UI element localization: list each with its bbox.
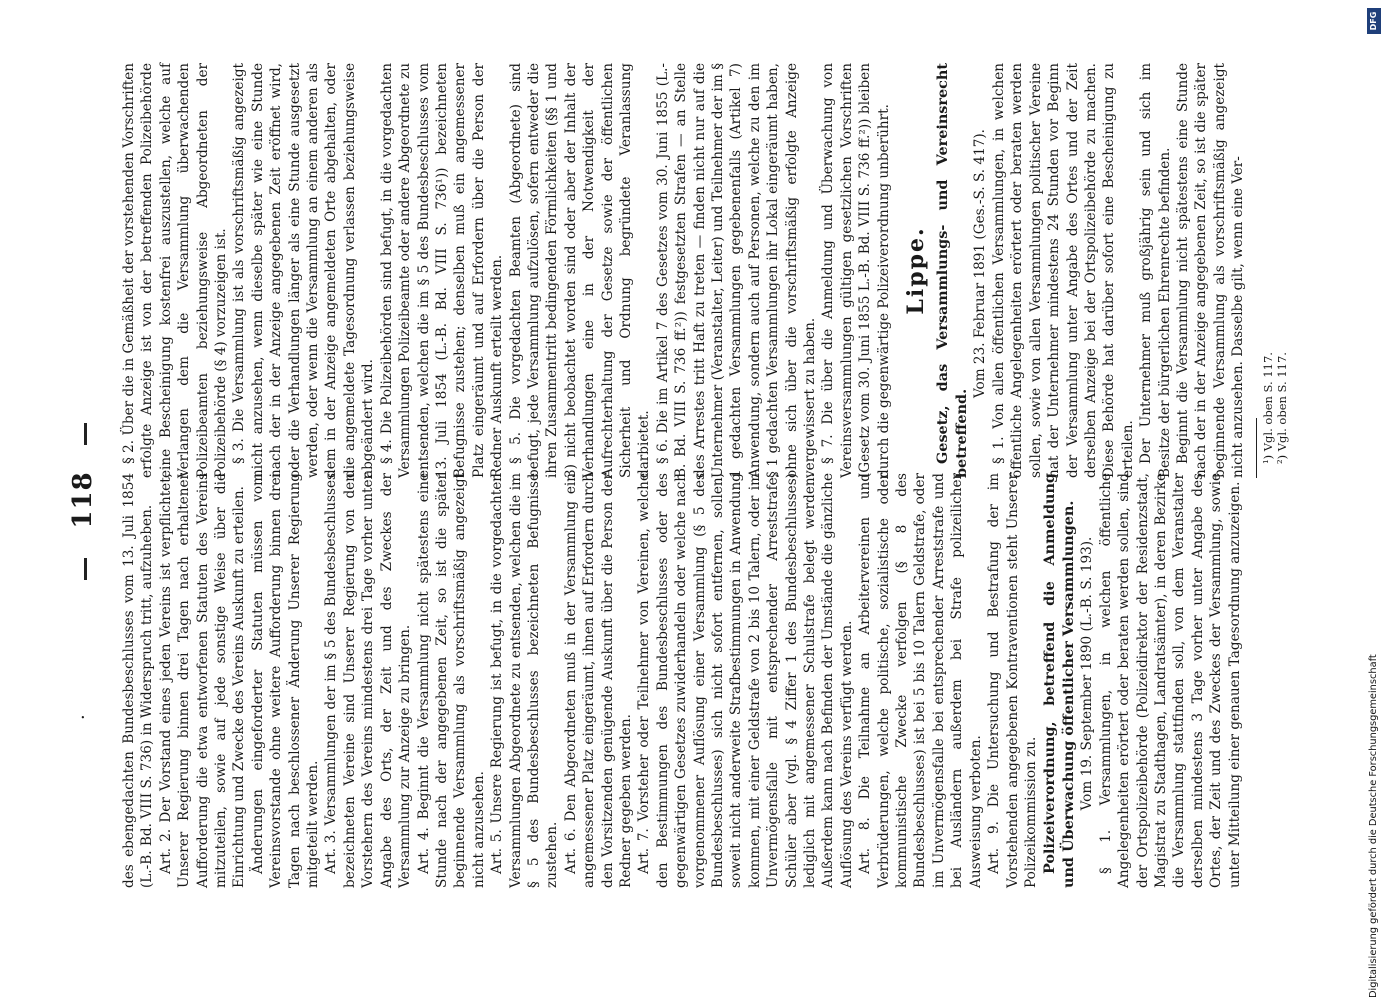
paragraph: § 6. Die im Artikel 7 des Gesetzes vom 30. Juni 1855 (L.-B. Bd. VIII S. 736 ff.²)) festgesetzten Strafen — an Stelle des Arrestes tritt Haft zu treten — finden nicht nur auf die Unternehmer (Veranstalter, Leiter) und Teilnehmer der im § 1 gedachten Versammlungen gegebenenfalls (Artikel 7) Anwendung, sondern auch auf Personen, welche zu den im § 1 gedachten Versammlungen ihr Lokal eingeräumt haben, ohne sich über die vorschriftsmäßig erfolgte Anzeige vergewissert zu haben. xyxy=(654,63,819,478)
funding-note-text: Digitalisierung gefördert durch die Deutsche Forschungsgemeinschaft xyxy=(1368,654,1379,998)
paragraph: § 7. Die über die Anmeldung und Überwachung von Vereinsversammlungen gültigen gesetzlichen Vorschriften (Gesetz vom 30. Juni 1855 L.-B. Bd. VIII S. 736 ff.²)) bleiben durch die gegenwärtige Polizeiverordnung unberührt. xyxy=(820,63,892,478)
footnote: ²) Vgl. oben S. 117. xyxy=(1274,352,1289,464)
paragraph: Der Unternehmer muß großjährig sein und sich im Besitze der bürgerlichen Ehrenrechte befinden. xyxy=(1138,63,1173,478)
paragraph: Art. 4. Beginnt die Versammlung nicht spätestens eine Stunde nach der angegebenen Zeit, so ist die später beginnende Versammlung als vorschriftsmäßig angezeigt nicht anzusehen. xyxy=(415,473,487,888)
paragraph: § 1. Versammlungen, in welchen öffentliche Angelegenheiten erörtert oder beraten werden sollen, sind der Ortspolizeibehörde (Polizeidirektor der Residenzstadt, Magistrat zu Stadthagen, Landratsämter), in deren Bezirke die Versammlung stattfinden soll, von dem Veranstalter derselben mindestens 3 Tage vorher unter Angabe des Ortes, der Zeit und des Zweckes der Versammlung, sowie unter Mitteilung einer genauen Tagesordnung anzuzeigen. xyxy=(1097,473,1243,888)
section-heading: Polizeiverordnung, betreffend die Anmeldung und Überwachung öffentlicher Versammlungen. xyxy=(1041,473,1078,888)
footnote: ¹) Vgl. oben S. 117. xyxy=(1260,352,1275,464)
paragraph: Art. 8. Die Teilnahme an Arbeitervereinen und Verbrüderungen, welche politische, sozialistische oder kommunistische Zwecke verfolgen (§ 8 des Bundesbeschlusses) ist bei 5 bis 10 Talern Geldstrafe, oder im Unvermögensfalle bei entsprechender Arreststrafe und bei Ausländern außerdem bei Strafe polizeilicher Ausweisung verboten. xyxy=(857,473,984,888)
paragraph: § 5. Die vorgedachten Beamten (Abgeordnete) sind befugt, jede Versammlung aufzulösen, sofern entweder die ihren Zusammentritt bedingenden Förmlichkeiten (§§ 1 und 3) nicht beobachtet worden sind oder aber der Inhalt der Verhandlungen eine in der Notwendigkeit der Aufrechterhaltung der Gesetze sowie der öffentlichen Sicherheit und Ordnung begründete Veranlassung darbietet. xyxy=(507,63,653,478)
section-heading: Gesetz, das Versammlungs- und Vereinsrecht betreffend. xyxy=(934,63,971,478)
header-dash-right xyxy=(84,423,87,445)
section-date: Vom 19. September 1890 (L.-B. S. 193). xyxy=(1079,536,1096,811)
paragraph: Art. 6. Den Abgeordneten muß in der Versammlung ein angemessener Platz eingeräumt, ihnen auf Erfordern durch den Vorsitzenden genügende Auskunft über die Person der Redner gegeben werden. xyxy=(562,473,634,888)
paragraph: § 1. Von allen öffentlichen Versammlungen, in welchen öffentliche Angelegenheiten erörtert oder beraten werden sollen, sowie von allen Versammlungen politischer Vereine hat der Unternehmer mindestens 24 Stunden vor Beginn der Versammlung unter Angabe des Ortes und der Zeit derselben Anzeige bei der Ortspolizeibehörde zu machen. Diese Behörde hat darüber sofort eine Bescheinigung zu erteilen. xyxy=(990,63,1136,478)
dfg-logo xyxy=(1367,8,1381,34)
paragraph: Art. 3. Versammlungen der im § 5 des Bundesbeschlusses bezeichneten Vereine sind Unserer Regierung von den Vorstehern des Vereins mindestens drei Tage vorher unter Angabe des Orts, der Zeit und des Zweckes der Versammlung zur Anzeige zu bringen. xyxy=(323,473,414,888)
paragraph: Art. 7. Vorsteher oder Teilnehmer von Vereinen, welche den Bestimmungen des Bundesbeschlusses oder des gegenwärtigen Gesetzes zuwiderhandeln oder welche nach vorgenommener Auflösung einer Versammlung (§ 5 des Bundesbeschlusses) sich nicht sofort entfernen, sollen, soweit nicht anderweite Strafbestimmungen in Anwendung kommen, mit einer Geldstrafe von 2 bis 10 Talern, oder im Unvermögensfalle mit entsprechender Arreststrafe, Schüler aber (vgl. § 4 Ziffer 1 des Bundesbeschlusses) lediglich mit angemessener Schulstrafe belegt werden. Außerdem kann nach Befinden der Umstände die gänzliche Auflösung des Vereins verfügt werden. xyxy=(636,473,855,888)
paragraph: Art. 2. Der Vorstand eines jeden Vereins ist verpflichtet, Unserer Regierung binnen drei Tagen nach erhaltener Aufforderung die etwa entworfenen Statuten des Vereins mitzuteilen, sowie auf jede sonstige Weise über die Einrichtung und Zwecke des Vereins Auskunft zu erteilen. xyxy=(157,473,248,888)
header-dash-left xyxy=(84,558,87,580)
paragraph: § 3. Die Versammlung ist als vorschriftsmäßig angezeigt nicht anzusehen, wenn dieselbe später wie eine Stunde nach der in der Anzeige angegebenen Zeit eröffnet wird, oder die Verhandlungen länger als eine Stunde ausgesetzt werden, oder wenn die Versammlung an einem anderen als dem in der Anzeige angemeldeten Orte abgehalten, oder die angemeldete Tagesordnung verlassen beziehungsweise abgeändert wird. xyxy=(231,63,377,478)
paragraph: Beginnt die Versammlung nicht spätestens eine Stunde nach der in der Anzeige angegebenen Zeit, so ist die später beginnende Versammlung als vorschriftsmäßig angezeigt nicht anzusehen. Dasselbe gilt, wenn eine Ver- xyxy=(1174,63,1247,478)
footnote-rule xyxy=(1256,418,1257,478)
paragraph: Art. 5. Unsere Regierung ist befugt, in die vorgedachten Versammlungen Abgeordnete zu entsenden, welchen die im § 5 des Bundesbeschlusses bezeichneten Befugnisse zustehen. xyxy=(489,473,561,888)
page-number: 118 xyxy=(68,471,98,529)
state-title: Lippe. xyxy=(903,226,930,315)
dfg-logo-text: DFG xyxy=(1369,11,1378,31)
header-dot: · xyxy=(73,714,94,720)
paragraph: § 4. Die Polizeibehörden sind befugt, in die vorgedachten Versammlungen Polizeibeamte oder andere Abgeordnete zu entsenden, welchen die im § 5 des Bundesbeschlusses vom 13. Juli 1854 (L.-B. Bd. VIII S. 736¹)) bezeichneten Befugnisse zustehen; denselben muß ein angemessener Platz eingeräumt und auf Erfordern über die Person der Redner Auskunft erteilt werden. xyxy=(378,63,506,478)
section-date: Vom 23. Februar 1891 (Ges.-S. S. 417). xyxy=(972,128,989,399)
paragraph: Änderungen eingeforderter Statuten müssen vom Vereinsvorstande ohne weitere Aufforderung binnen drei Tagen nach beschlossener Änderung Unserer Regierung mitgeteilt werden. xyxy=(249,473,322,888)
right-column xyxy=(120,63,1289,478)
page-header xyxy=(48,0,108,1000)
paragraph: des ebengedachten Bundesbeschlusses vom 13. Juli 1854 (L.-B. Bd. VIII S. 736) in Widerspruch tritt, aufzuheben. xyxy=(121,473,156,888)
paragraph: Art. 9. Die Untersuchung und Bestrafung der im Vorstehenden angegebenen Kontraventionen steht Unserer Polizeikommission zu. xyxy=(986,473,1039,888)
funding-note xyxy=(1366,8,1382,998)
left-column xyxy=(120,473,1244,888)
paragraph: § 2. Über die in Gemäßheit der vorstehenden Vorschriften erfolgte Anzeige ist von der betreffenden Polizeibehörde eine Bescheinigung kostenfrei auszustellen, welche auf Verlangen dem die Versammlung überwachenden Polizeibeamten beziehungsweise Abgeordneten der Polizeibehörde (§ 4) vorzuzeigen ist. xyxy=(121,63,230,478)
